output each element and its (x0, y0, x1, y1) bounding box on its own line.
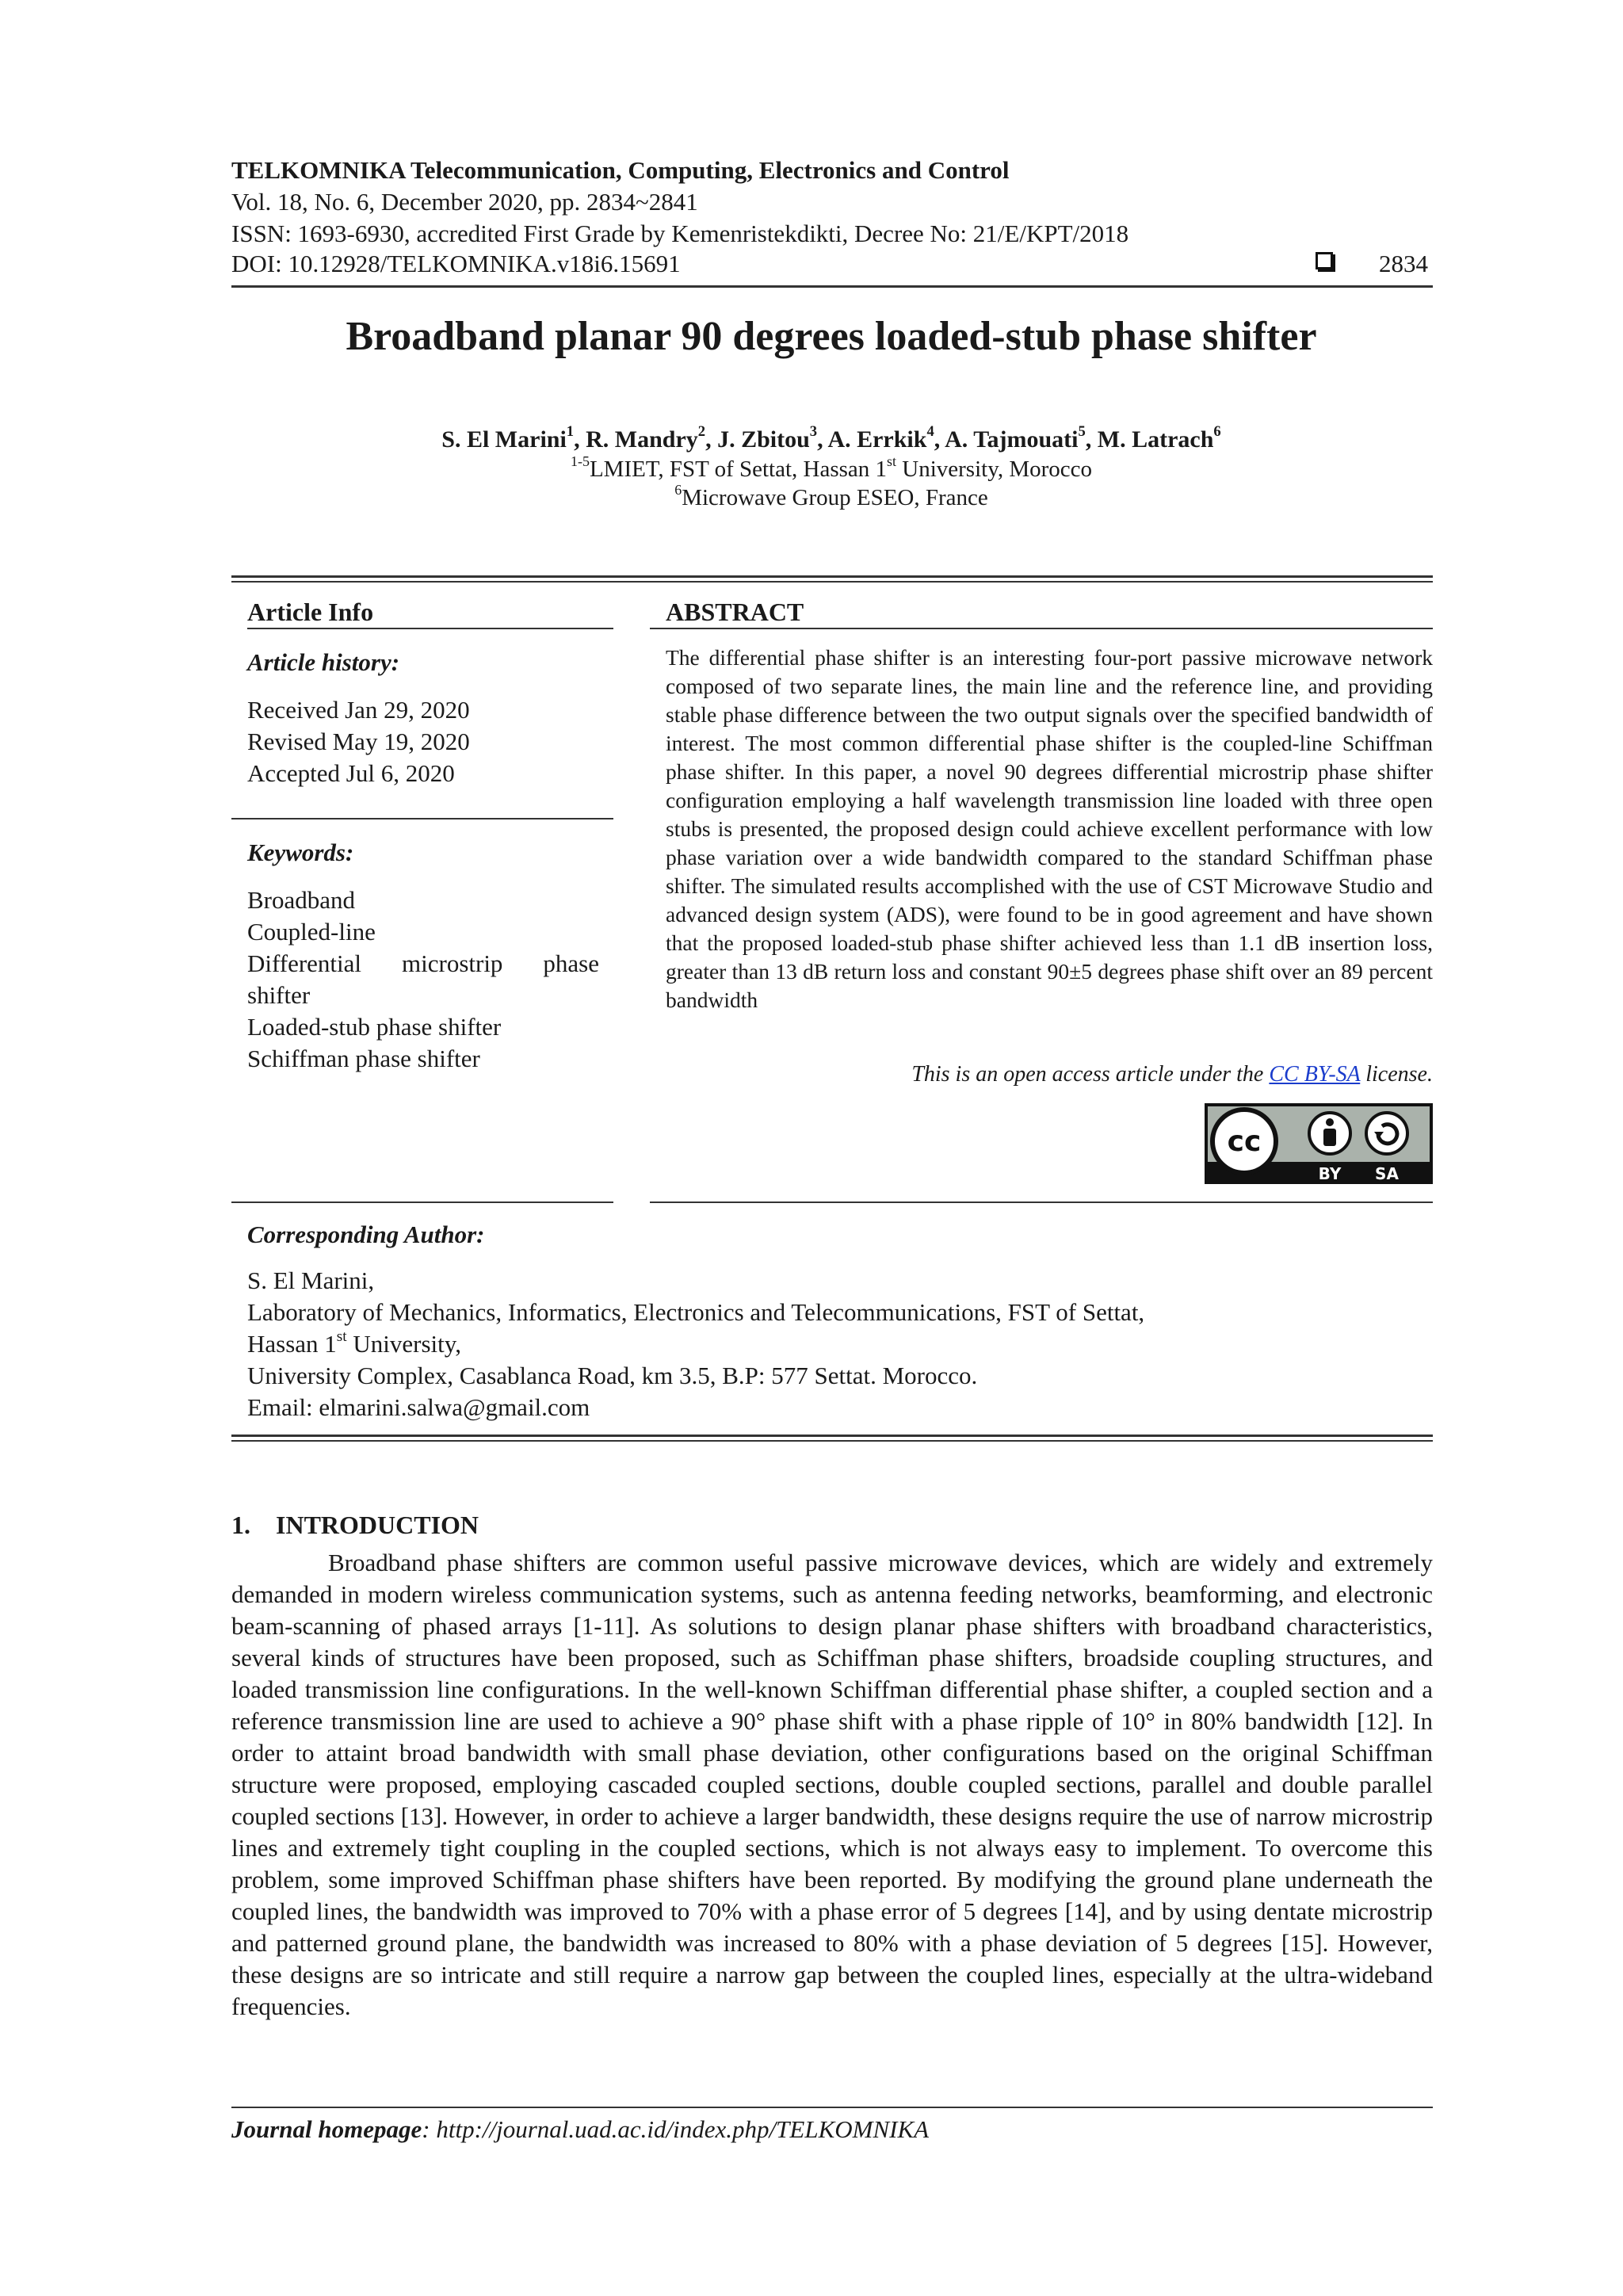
cc-badge-letters: cc (1227, 1125, 1262, 1158)
keyword-item: Schiffman phase shifter (247, 1045, 480, 1072)
infobox-bottom-rule (231, 1435, 1433, 1437)
footer-rule (231, 2107, 1433, 2108)
cc-badge-graphic (1205, 1103, 1433, 1184)
history-rule (231, 818, 613, 819)
footer-url: : http://journal.uad.ac.id/index.php/TELKOMNIKA (422, 2115, 930, 2143)
corresponding-lab: Laboratory of Mechanics, Informatics, Electronics and Telecommunications, FST of Settat, (247, 1298, 1145, 1326)
author-sup: 1 (566, 423, 575, 441)
accepted-date: Accepted Jul 6, 2020 (247, 759, 455, 787)
abstract-rule (650, 628, 1433, 629)
introduction-text: Broadband phase shifters are common useful passive microwave devices, which are widely and extremely demanded in modern wireless communication systems, such as antenna feeding networks, beamforming, and electronic beam-scanning of phased arrays [1-11]. As solutions to design planar phase shifters with broadband characteristics, several kinds of structures have been proposed, such as Schiffman phase shifters, broadside coupling structures, and loaded transmission line configurations. In the well-known Schiffman differential phase shifter, a coupled section and a reference transmission line are used to achieve a 90° phase shift with a phase ripple of 10° in 80% bandwidth [12]. In order to attaint broad bandwidth with small phase deviation, other configurations based on the original Schiffman structure were proposed, employing cascaded coupled sections, double coupled sections, parallel and double parallel coupled sections [13]. However, in order to achieve a larger bandwidth, these designs require the use of narrow microstrip lines and extremely tight coupling in the coupled sections, which is not always easy to implement. To overcome this problem, some improved Schiffman phase shifters have been reported. By modifying the ground plane underneath the coupled lines, the bandwidth was improved to 70% with a phase error of 5 degrees [14], and by using dentate microstrip and patterned ground plane, the bandwidth was increased to 80% with a phase deviation of 5 degrees [15]. However, these designs are so intricate and still require a narrow gap between the coupled lines, especially at the ultra-wideband frequencies. (231, 1549, 1433, 2020)
keywords-heading: Keywords: (247, 839, 354, 866)
by-label: BY (1318, 1164, 1342, 1183)
author-list (0, 425, 1623, 455)
corresponding-university (247, 1328, 461, 1360)
abstract-text: The differential phase shifter is an interesting four-port passive microwave network composed of two separate lines, the main line and the reference line, and providing stable phase difference between the two output signals over the specified bandwidth of interest. The most common differential phase shifter is the coupled-line Schiffman phase shifter. In this paper, a novel 90 degrees differential microstrip phase shifter configuration employing a half wavelength transmission line loaded with three open stubs is presented, the proposed design could achieve excellent performance with low phase variation over a wide bandwidth compared to the standard Schiffman phase shifter. The simulated results accomplished with the use of CST Microwave Studio and advanced design system (ADS), were found to be in good agreement and have shown that the proposed loaded-stub phase shifter achieved less than 1.1 dB insertion loss, greater than 13 dB return loss and constant 90±5 degrees phase shift over an 89 percent bandwidth (666, 645, 1433, 1012)
keyword-item: Loaded-stub phase shifter (247, 1013, 502, 1041)
corresponding-address: University Complex, Casablanca Road, km 3.5, B.P: 577 Settat. Morocco. (247, 1362, 978, 1389)
footer-label: Journal homepage (231, 2115, 422, 2143)
volume-info: Vol. 18, No. 6, December 2020, pp. 2834~2841 (231, 188, 698, 216)
infobox-top-rule (231, 575, 1433, 578)
author-sep: , (705, 426, 718, 453)
article-info-rule (247, 628, 613, 629)
author: A. Tajmouati (945, 426, 1079, 453)
open-access-text: license. (1360, 1062, 1433, 1087)
affiliation-1 (0, 455, 1623, 483)
author-sep: , (934, 426, 945, 453)
author-sup: 3 (809, 423, 818, 441)
license-link[interactable]: CC BY-SA (1269, 1062, 1361, 1087)
article-history-heading: Article history: (247, 648, 400, 676)
author-sup: 6 (1213, 423, 1221, 441)
ordinal-sup: st (887, 453, 897, 469)
author-sep: , (817, 426, 828, 453)
affiliation-2 (0, 483, 1623, 512)
keyword-item: Coupled-line (247, 918, 376, 946)
infobox-top-rule-2 (231, 581, 1433, 583)
journal-homepage[interactable] (231, 2114, 929, 2145)
affiliation-text: University, Morocco (896, 457, 1093, 482)
article-info-heading: Article Info (247, 598, 374, 626)
author-sep: , (1085, 426, 1098, 453)
checkbox-symbol-icon (1316, 252, 1333, 269)
right-bottom-rule (650, 1201, 1433, 1203)
header-rule (231, 285, 1433, 288)
paper-title: Broadband planar 90 degrees loaded-stub phase shifter (346, 314, 1317, 359)
issn-info: ISSN: 1693-6930, accredited First Grade by Kemenristekdikti, Decree No: 21/E/KPT/2018 (231, 220, 1129, 247)
abstract-heading: ABSTRACT (666, 598, 804, 626)
author: S. El Marini (441, 426, 567, 453)
open-access-text: This is an open access article under the (911, 1062, 1270, 1087)
sa-share-icon (1366, 1113, 1407, 1154)
author: R. Mandry (586, 426, 698, 453)
ordinal-sup: st (336, 1328, 347, 1345)
author: A. Errkik (827, 426, 927, 453)
author-sup: 4 (926, 423, 934, 441)
introduction-heading: 1. INTRODUCTION (231, 1511, 479, 1539)
corresponding-email[interactable]: Email: elmarini.salwa@gmail.com (247, 1393, 590, 1421)
univ-text: Hassan 1 (247, 1330, 337, 1358)
journal-name: TELKOMNIKA Telecommunication, Computing, Electronics and Control (231, 156, 1010, 184)
revised-date: Revised May 19, 2020 (247, 728, 470, 755)
author: J. Zbitou (717, 426, 810, 453)
received-date: Received Jan 29, 2020 (247, 696, 470, 724)
left-bottom-rule (231, 1201, 613, 1203)
doi-info: DOI: 10.12928/TELKOMNIKA.v18i6.15691 (231, 250, 681, 277)
page-number: 2834 (1379, 250, 1428, 277)
corresponding-heading: Corresponding Author: (247, 1221, 485, 1248)
infobox-bottom-rule-2 (231, 1440, 1433, 1442)
univ-text: University, (346, 1330, 461, 1358)
author-sup: 2 (697, 423, 706, 441)
keyword-item: Differential microstrip phase shifter (247, 949, 599, 1009)
author-sep: , (574, 426, 586, 453)
affiliation-sup: 1-5 (570, 453, 590, 469)
sa-label: SA (1375, 1164, 1399, 1183)
author-sup: 5 (1078, 423, 1086, 441)
affiliation-text: Microwave Group ESEO, France (682, 485, 988, 510)
open-access-note (666, 1060, 1433, 1089)
corresponding-name: S. El Marini, (247, 1266, 375, 1294)
affiliation-sup: 6 (674, 481, 682, 498)
cc-by-sa-badge-icon[interactable] (1205, 1103, 1433, 1184)
author: M. Latrach (1097, 426, 1214, 453)
keyword-item: Broadband (247, 886, 356, 914)
affiliation-text: LMIET, FST of Settat, Hassan 1 (589, 457, 888, 482)
